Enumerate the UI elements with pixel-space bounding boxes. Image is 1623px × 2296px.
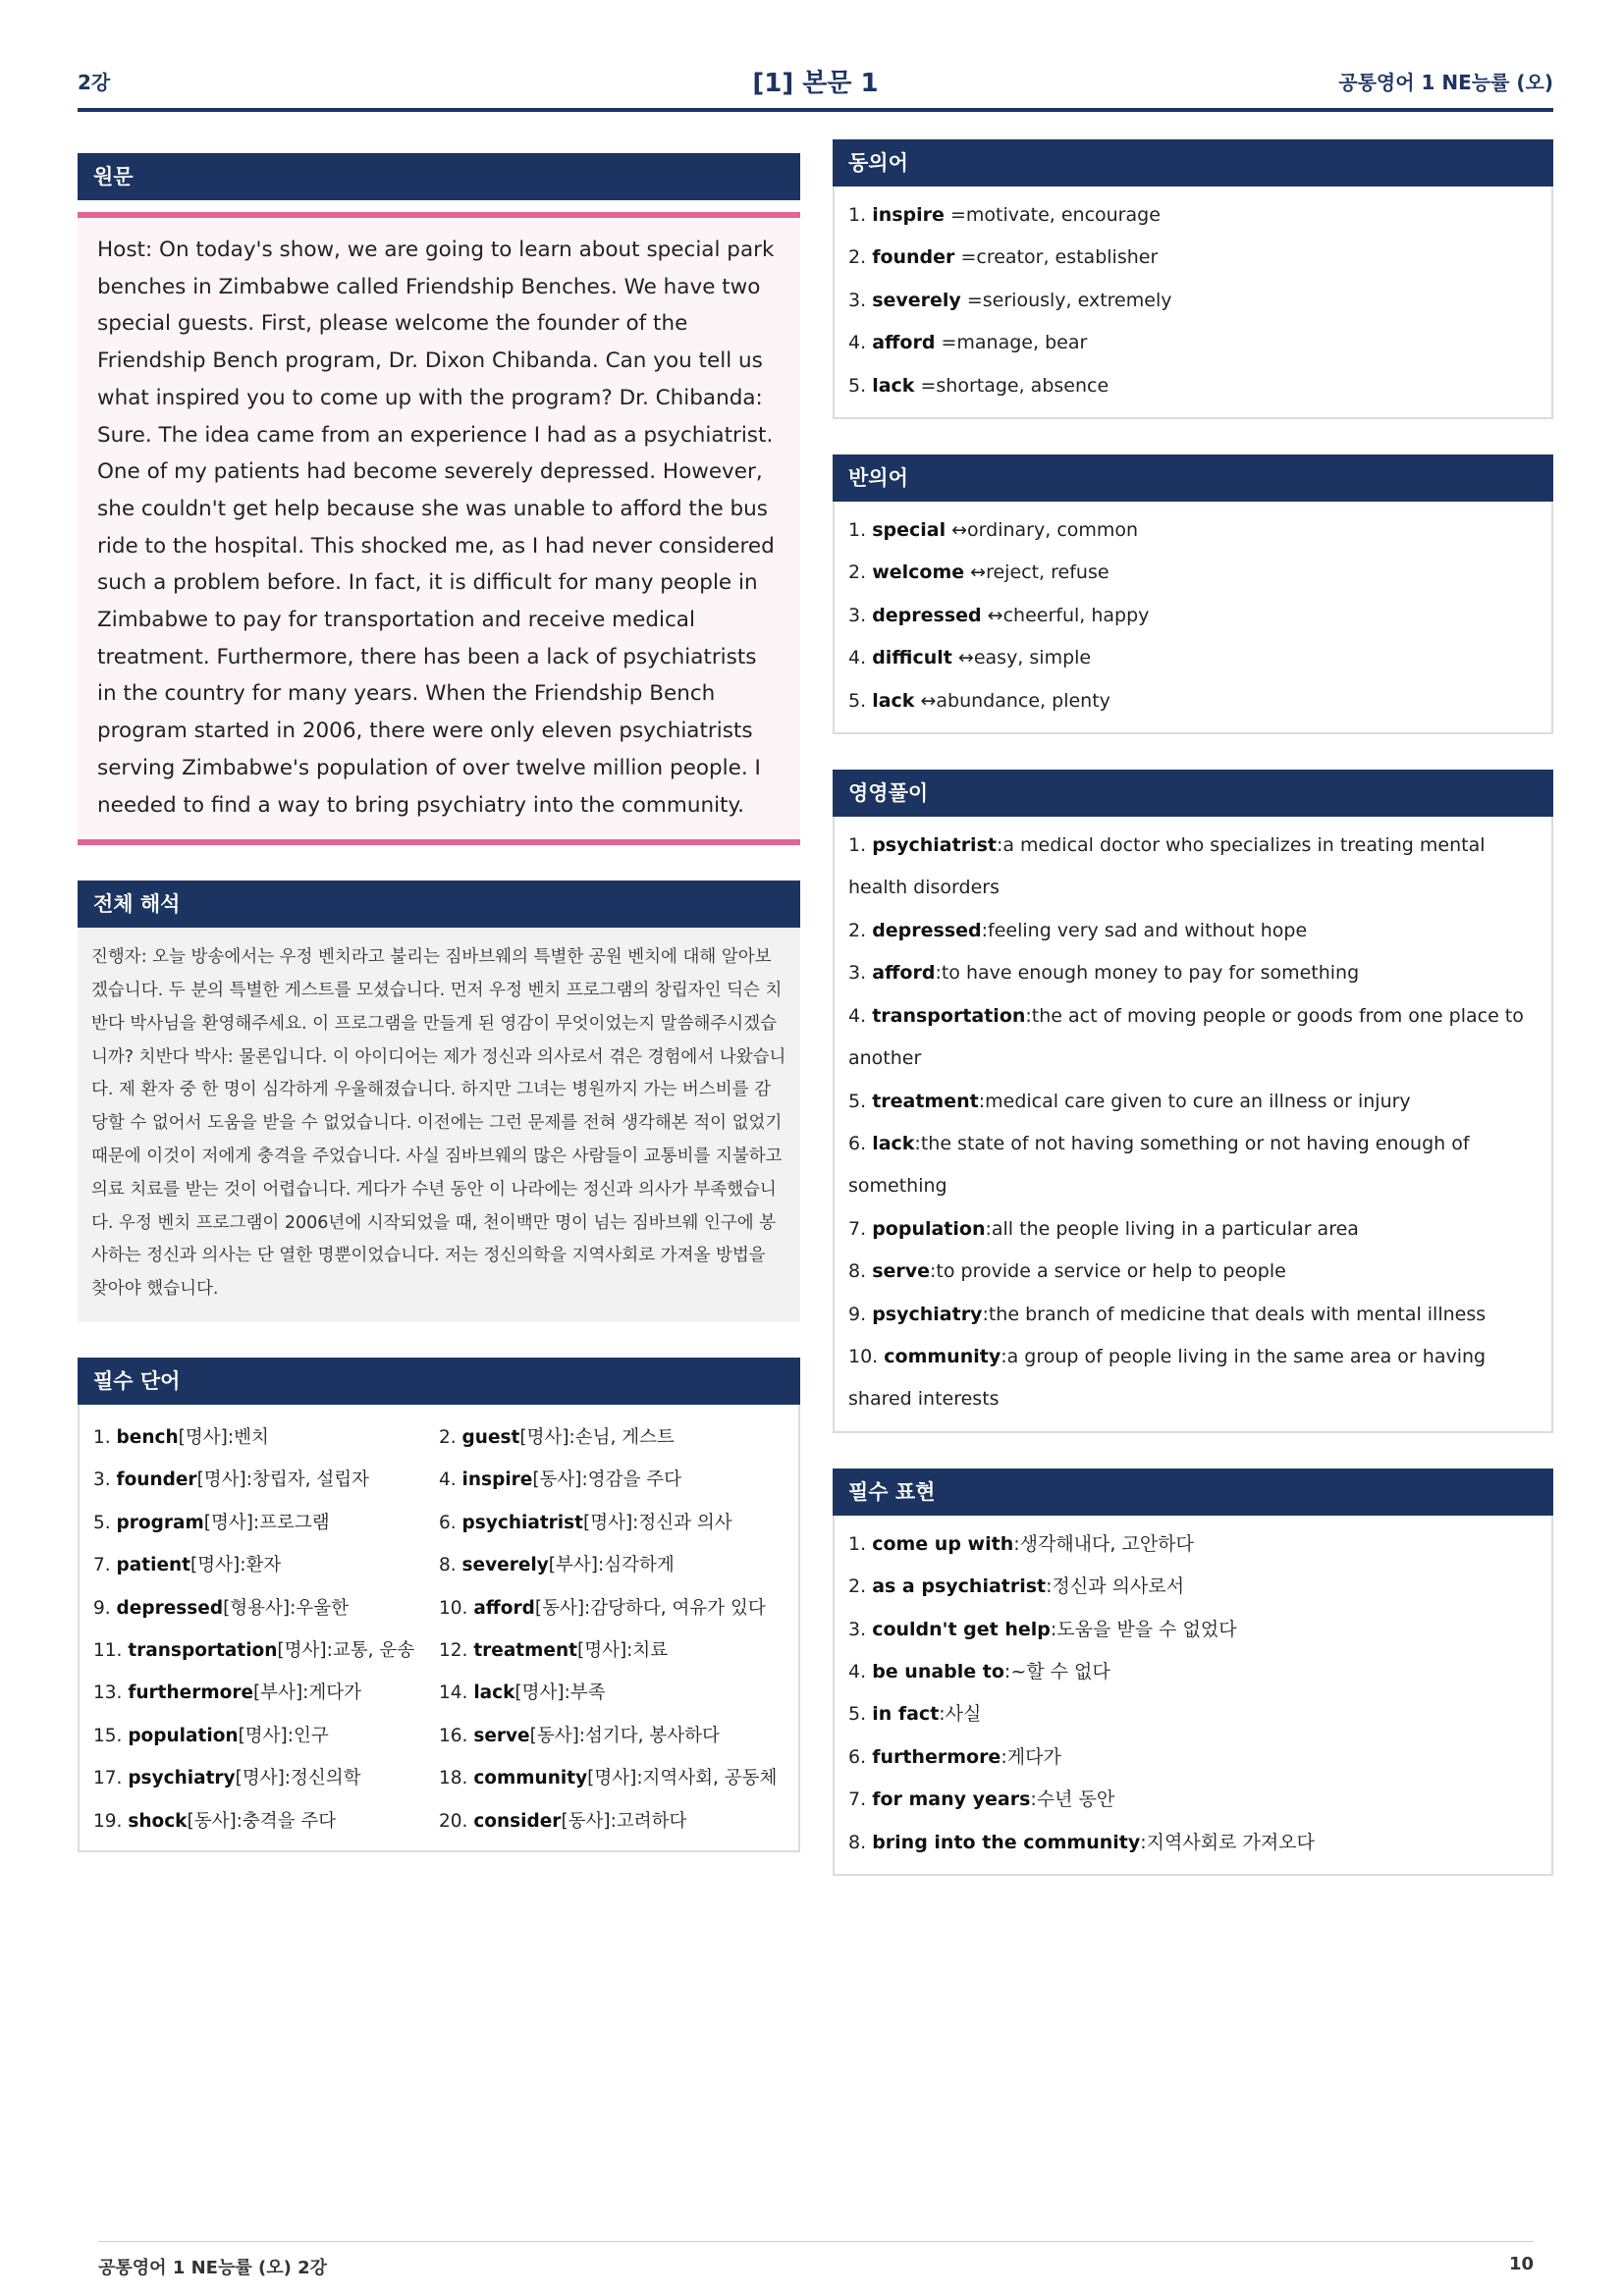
item-number: 20. (439, 1810, 468, 1832)
page-title: [1] 본문 1 (752, 69, 879, 98)
antonym-item (848, 680, 1538, 722)
item-term: be unable to (872, 1660, 1004, 1682)
vocab-item (93, 1629, 439, 1672)
synonym-item (848, 237, 1538, 279)
item-term: inspire (872, 204, 945, 226)
expression-item (848, 1609, 1538, 1651)
definition-item (848, 995, 1538, 1081)
item-term: couldn't get help (872, 1618, 1051, 1640)
item-definition: [명사]:프로그램 (203, 1512, 330, 1533)
item-term: patient (116, 1555, 191, 1576)
item-definition: =shortage, absence (914, 374, 1109, 397)
vocab-item (93, 1459, 439, 1501)
item-definition: [명사]:인구 (238, 1725, 329, 1746)
item-definition: [명사]:창립자, 설립자 (196, 1469, 369, 1491)
antonyms-list (833, 502, 1553, 734)
antonym-item (848, 552, 1538, 594)
definition-item (848, 1081, 1538, 1123)
item-definition: :정신과 의사로서 (1046, 1575, 1185, 1598)
item-number: 3. (848, 962, 867, 985)
vocab-item (439, 1416, 784, 1459)
item-term: shock (128, 1810, 188, 1832)
expression-item (848, 1693, 1538, 1735)
item-term: furthermore (872, 1745, 1001, 1768)
original-text: Host: On today's show, we are going to learn about special park benches in Zimbabwe called Friendship Benches. We have two special guests. First, please welcome the founder of the Friendship Bench program, Dr. Dixon Chibanda. Can you tell us what inspired you to come up with the program? Dr. Chibanda: Sure. The idea came from an experience I had as a psychiatrist. One of my patients had become severely depressed. However, she couldn't get help because she was unable to afford the bus ride to the hospital. This shocked me, as I had never considered such a problem before. In fact, it is difficult for many people in Zimbabwe to pay for transportation and receive medical treatment. Furthermore, there has been a lack of psychiatrists in the country for many years. When the Friendship Bench program started in 2006, there were only eleven psychiatrists serving Zimbabwe's population of over twelve million people. I needed to find a way to bring psychiatry into the community. (78, 212, 800, 845)
definitions-section (833, 770, 1553, 1433)
item-number: 5. (848, 1703, 867, 1726)
item-term: consider (473, 1810, 562, 1832)
definitions-list (833, 817, 1553, 1433)
item-definition: [명사]:정신의학 (235, 1768, 361, 1789)
section-title-original: 원문 (78, 153, 800, 200)
section-title-vocab: 필수 단어 (78, 1358, 800, 1405)
item-number: 12. (439, 1640, 468, 1662)
item-definition: :지역사회로 가져오다 (1140, 1831, 1315, 1853)
item-definition: :수년 동안 (1030, 1789, 1115, 1811)
item-number: 8. (848, 1831, 867, 1853)
item-number: 11. (93, 1640, 123, 1662)
item-number: 16. (439, 1725, 468, 1746)
item-definition: :the act of moving people or goods from one place to another (848, 1004, 1524, 1070)
item-number: 19. (93, 1810, 123, 1832)
synonyms-section (833, 139, 1553, 419)
item-term: bring into the community (872, 1831, 1141, 1853)
item-term: transportation (128, 1640, 278, 1662)
item-definition: :생각해내다, 고안하다 (1013, 1532, 1194, 1555)
definition-item (848, 952, 1538, 994)
item-number: 5. (848, 374, 867, 397)
item-number: 8. (848, 1260, 867, 1283)
definition-item (848, 910, 1538, 952)
item-number: 1. (848, 204, 867, 226)
item-term: founder (116, 1469, 197, 1491)
item-number: 3. (93, 1469, 111, 1491)
item-term: treatment (473, 1640, 577, 1662)
vocab-item (439, 1544, 784, 1586)
section-title-translation: 전체 해석 (78, 881, 800, 928)
item-number: 3. (848, 1618, 867, 1640)
left-column (78, 153, 800, 1852)
item-term: afford (872, 332, 936, 354)
item-number: 10. (439, 1597, 468, 1619)
synonyms-list (833, 187, 1553, 419)
item-term: in fact (872, 1703, 940, 1726)
item-definition: :the branch of medicine that deals with mental illness (982, 1303, 1487, 1325)
definition-item (848, 1336, 1538, 1421)
item-term: lack (872, 689, 915, 712)
item-number: 4. (848, 647, 867, 669)
item-definition: =seriously, extremely (960, 289, 1172, 311)
expression-item (848, 1566, 1538, 1608)
item-term: depressed (116, 1597, 224, 1619)
vocab-item (93, 1544, 439, 1586)
item-definition: [명사]:정신과 의사 (583, 1512, 732, 1533)
lesson-label: 2강 (78, 71, 111, 94)
item-number: 4. (848, 332, 867, 354)
vocab-list (78, 1405, 800, 1852)
item-term: psychiatrist (872, 834, 997, 857)
item-number: 14. (439, 1682, 468, 1704)
synonym-item (848, 280, 1538, 322)
item-term: furthermore (128, 1682, 253, 1704)
section-title-definitions: 영영풀이 (833, 770, 1553, 817)
item-definition: [명사]:부족 (514, 1682, 606, 1704)
item-definition: [동사]:섬기다, 봉사하다 (529, 1725, 720, 1746)
expression-item (848, 1651, 1538, 1693)
item-term: community (473, 1768, 588, 1789)
item-definition: ↔reject, refuse (964, 561, 1109, 584)
item-definition: :feeling very sad and without hope (981, 919, 1308, 941)
item-term: founder (872, 246, 955, 269)
item-definition: :to have enough money to pay for something (935, 962, 1360, 985)
textbook-label: 공통영어 1 NE능률 (오) (1338, 71, 1553, 94)
item-definition: =motivate, encourage (944, 204, 1161, 226)
item-definition: :all the people living in a particular area (985, 1217, 1359, 1240)
page-header (78, 61, 1553, 112)
item-number: 4. (848, 1660, 867, 1682)
item-term: for many years (872, 1789, 1031, 1811)
item-number: 2. (848, 1575, 867, 1598)
item-definition: [부사]:게다가 (253, 1682, 362, 1704)
item-definition: [동사]:영감을 주다 (532, 1469, 681, 1491)
section-title-expressions: 필수 표현 (833, 1468, 1553, 1516)
translation-text: 진행자: 오늘 방송에서는 우정 벤치라고 불리는 짐바브웨의 특별한 공원 벤치에 대해 알아보겠습니다. 두 분의 특별한 게스트를 모셨습니다. 먼저 우정 벤치 프로그램의 창립자인 딕슨 치반다 박사님을 환영해주세요. 이 프로그램을 만들게 된 영감이 무엇이었는지 말씀해주시겠습니까? 치반다 박사: 물론입니다. 이 아이디어는 제가 정신과 의사로서 겪은 경험에서 나왔습니다. 제 환자 중 한 명이 심각하게 우울해졌습니다. 하지만 그녀는 병원까지 가는 버스비를 감당할 수 없어서 도움을 받을 수 없었습니다. 이전에는 그런 문제를 전혀 생각해본 적이 없었기 때문에 이것이 저에게 충격을 주었습니다. 사실 짐바브웨의 많은 사람들이 교통비를 지불하고 의료 치료를 받는 것이 어렵습니다. 게다가 수년 동안 이 나라에는 정신과 의사가 부족했습니다. 우정 벤치 프로그램이 2006년에 시작되었을 때, 천이백만 명이 넘는 짐바브웨 인구에 봉사하는 정신과 의사는 단 열한 명뿐이었습니다. 저는 정신의학을 지역사회로 가져올 방법을 찾아야 했습니다. (78, 928, 800, 1322)
item-number: 3. (848, 289, 867, 311)
item-term: severely (872, 289, 961, 311)
item-number: 7. (93, 1555, 111, 1576)
vocab-item (439, 1715, 784, 1757)
definition-item (848, 1123, 1538, 1208)
page-footer (98, 2241, 1534, 2281)
item-definition: [명사]:교통, 운송 (277, 1640, 415, 1662)
item-term: serve (473, 1725, 530, 1746)
vocab-item (93, 1800, 439, 1842)
definition-item (848, 1251, 1538, 1293)
item-definition: ↔abundance, plenty (914, 689, 1110, 712)
item-number: 6. (439, 1512, 457, 1533)
vocab-item (439, 1502, 784, 1544)
item-term: afford (872, 962, 936, 985)
item-number: 10. (848, 1345, 879, 1367)
original-section (78, 153, 800, 845)
antonyms-section (833, 454, 1553, 734)
vocab-item (439, 1629, 784, 1672)
expressions-section (833, 1468, 1553, 1876)
item-term: psychiatry (872, 1303, 983, 1325)
footer-label: 공통영어 1 NE능률 (오) 2강 (98, 2258, 328, 2278)
item-definition: :도움을 받을 수 없었다 (1050, 1618, 1237, 1640)
item-number: 5. (93, 1512, 111, 1533)
item-number: 4. (848, 1004, 867, 1027)
vocab-item (93, 1672, 439, 1714)
vocab-item (93, 1502, 439, 1544)
item-term: population (128, 1725, 239, 1746)
definition-item (848, 825, 1538, 910)
item-term: welcome (872, 561, 965, 584)
item-number: 9. (93, 1597, 111, 1619)
item-term: psychiatry (128, 1768, 236, 1789)
item-term: severely (461, 1555, 549, 1576)
item-definition: [동사]:감당하다, 여유가 있다 (534, 1597, 766, 1619)
item-term: come up with (872, 1532, 1014, 1555)
item-number: 2. (848, 246, 867, 269)
expression-item (848, 1736, 1538, 1779)
definition-item (848, 1294, 1538, 1336)
item-term: lack (473, 1682, 515, 1704)
item-number: 5. (848, 1090, 867, 1112)
item-number: 13. (93, 1682, 123, 1704)
item-term: lack (872, 374, 915, 397)
item-term: special (872, 519, 947, 542)
vocab-item (439, 1672, 784, 1714)
item-definition: [부사]:심각하게 (548, 1555, 675, 1576)
item-definition: :사실 (939, 1703, 982, 1726)
item-number: 1. (848, 834, 867, 857)
item-number: 1. (848, 1532, 867, 1555)
vocab-item (93, 1757, 439, 1799)
item-term: program (116, 1512, 204, 1533)
item-number: 17. (93, 1768, 123, 1789)
vocab-item (439, 1587, 784, 1629)
item-definition: [명사]:치료 (577, 1640, 669, 1662)
item-number: 8. (439, 1555, 457, 1576)
item-definition: =creator, establisher (954, 246, 1159, 269)
synonym-item (848, 365, 1538, 407)
item-term: transportation (872, 1004, 1026, 1027)
expressions-list (833, 1516, 1553, 1876)
item-definition: ↔ordinary, common (946, 519, 1139, 542)
section-title-synonyms: 동의어 (833, 139, 1553, 187)
item-number: 18. (439, 1768, 468, 1789)
item-term: serve (872, 1260, 931, 1283)
item-definition: :to provide a service or help to people (930, 1260, 1286, 1283)
item-definition: :medical care given to cure an illness or injury (978, 1090, 1411, 1112)
antonym-item (848, 637, 1538, 679)
item-term: community (884, 1345, 1001, 1367)
item-definition: [명사]:손님, 게스트 (519, 1427, 675, 1449)
item-definition: [명사]:환자 (190, 1555, 282, 1576)
item-definition: [동사]:고려하다 (561, 1810, 687, 1832)
vocab-item (439, 1757, 784, 1799)
item-definition: [형용사]:우울한 (223, 1597, 349, 1619)
item-definition: =manage, bear (935, 332, 1088, 354)
item-number: 15. (93, 1725, 123, 1746)
item-number: 4. (439, 1469, 457, 1491)
definition-item (848, 1208, 1538, 1251)
vocab-item (93, 1587, 439, 1629)
item-number: 9. (848, 1303, 867, 1325)
vocab-item (439, 1459, 784, 1501)
item-term: bench (116, 1427, 179, 1449)
item-term: afford (473, 1597, 535, 1619)
item-number: 7. (848, 1217, 867, 1240)
synonym-item (848, 322, 1538, 364)
antonym-item (848, 509, 1538, 552)
item-term: depressed (872, 919, 982, 941)
vocab-item (93, 1416, 439, 1459)
expression-item (848, 1523, 1538, 1566)
item-number: 1. (93, 1427, 111, 1449)
item-definition: :the state of not having something or not having enough of something (848, 1132, 1470, 1198)
item-definition: ↔cheerful, happy (981, 604, 1150, 626)
item-number: 5. (848, 689, 867, 712)
item-number: 7. (848, 1789, 867, 1811)
item-term: treatment (872, 1090, 979, 1112)
translation-section (78, 881, 800, 1322)
item-definition: ↔easy, simple (951, 647, 1092, 669)
right-column (833, 139, 1553, 1876)
expression-item (848, 1779, 1538, 1821)
item-definition: [명사]:벤치 (178, 1427, 269, 1449)
expression-item (848, 1822, 1538, 1864)
item-definition: [동사]:충격을 주다 (187, 1810, 337, 1832)
item-definition: :a group of people living in the same area or having shared interests (848, 1345, 1487, 1411)
item-definition: :게다가 (1001, 1745, 1061, 1768)
section-title-antonyms: 반의어 (833, 454, 1553, 502)
item-number: 2. (848, 919, 867, 941)
item-number: 1. (848, 519, 867, 542)
item-number: 3. (848, 604, 867, 626)
vocab-item (439, 1800, 784, 1842)
item-term: inspire (461, 1469, 533, 1491)
item-number: 2. (848, 561, 867, 584)
page-number: 10 (1508, 2254, 1534, 2274)
item-term: population (872, 1217, 986, 1240)
item-term: as a psychiatrist (872, 1575, 1047, 1598)
item-term: difficult (872, 647, 952, 669)
item-term: guest (461, 1427, 520, 1449)
vocab-item (93, 1715, 439, 1757)
item-term: lack (872, 1132, 915, 1154)
item-term: psychiatrist (461, 1512, 583, 1533)
item-definition: [명사]:지역사회, 공동체 (587, 1768, 778, 1789)
item-number: 6. (848, 1132, 867, 1154)
item-number: 6. (848, 1745, 867, 1768)
item-definition: :a medical doctor who specializes in treating mental health disorders (848, 834, 1486, 899)
antonym-item (848, 595, 1538, 637)
item-term: depressed (872, 604, 982, 626)
synonym-item (848, 194, 1538, 237)
item-number: 2. (439, 1427, 457, 1449)
item-definition: :~할 수 없다 (1003, 1660, 1110, 1682)
vocab-section (78, 1358, 800, 1852)
